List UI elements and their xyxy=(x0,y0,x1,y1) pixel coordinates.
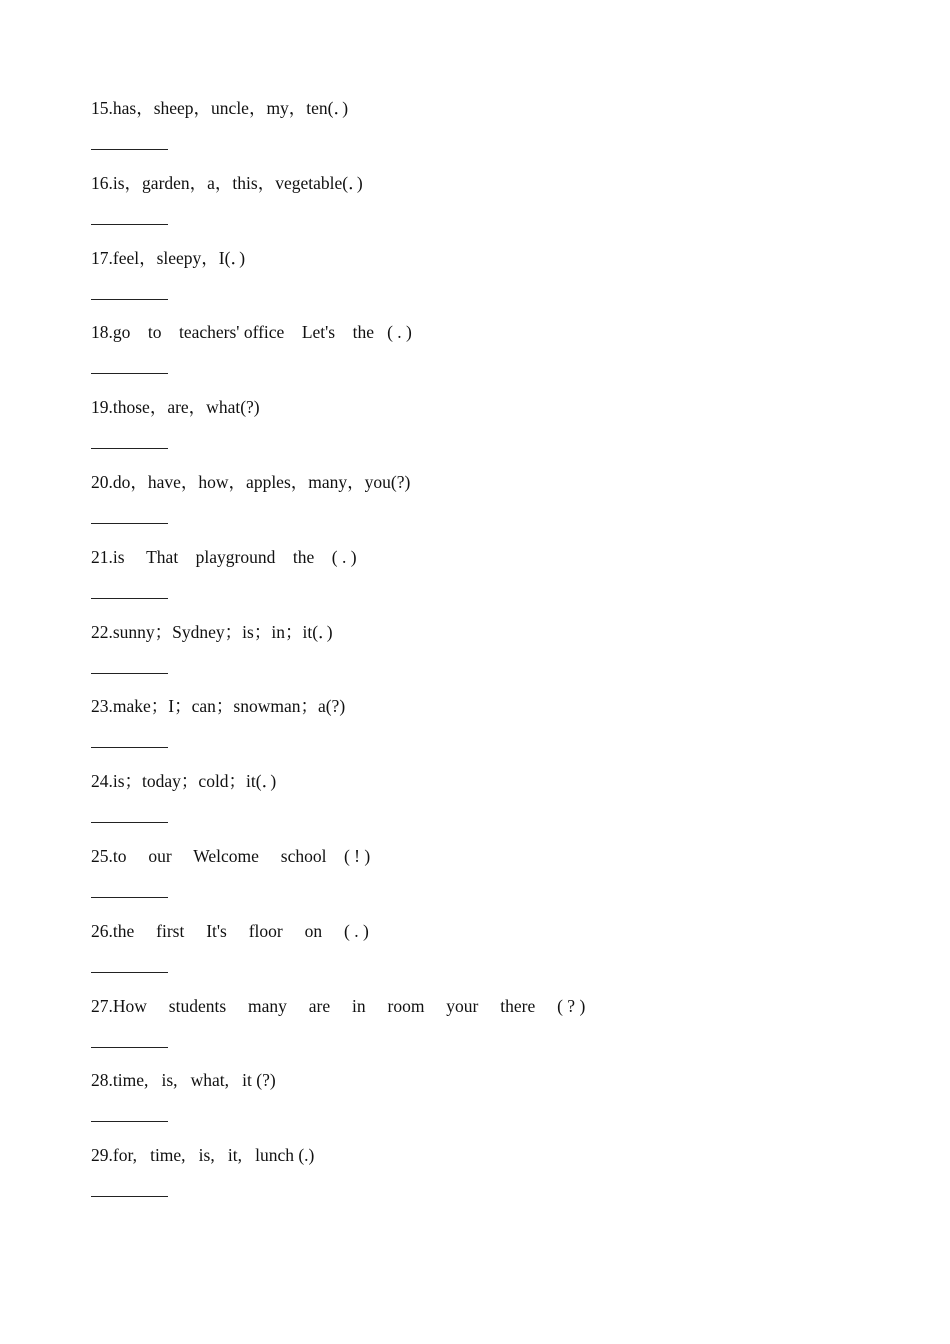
question-item xyxy=(91,769,871,844)
question-text: 17.feel，sleepy，I(．) xyxy=(91,247,246,268)
question-text: 19.those，are，what(?) xyxy=(91,397,260,418)
question-item xyxy=(91,246,871,321)
question-text: 28.time, is, what, it (?) xyxy=(91,1070,276,1091)
question-item xyxy=(91,320,871,395)
answer-blank-line[interactable] xyxy=(91,1196,168,1197)
question-text: 21.is That playground the ( . ) xyxy=(91,546,357,567)
question-item xyxy=(91,1143,871,1218)
question-item xyxy=(91,545,871,620)
question-text: 23.make；I；can；snowman；a(?) xyxy=(91,696,346,717)
question-item xyxy=(91,96,871,171)
answer-blank-line[interactable] xyxy=(91,747,168,748)
question-text: 20.do，have，how，apples，many，you(?) xyxy=(91,471,411,492)
question-text: 15.has，sheep，uncle，my，ten(．) xyxy=(91,98,349,118)
question-text: 16.is，garden，a，this，vegetable(．) xyxy=(91,172,363,193)
question-item xyxy=(91,994,871,1069)
question-item xyxy=(91,395,871,470)
answer-blank-line[interactable] xyxy=(91,598,168,599)
question-text: 24.is；today；cold；it(．) xyxy=(91,771,277,792)
answer-blank-line[interactable] xyxy=(91,149,168,150)
question-item xyxy=(91,470,871,545)
answer-blank-line[interactable] xyxy=(91,972,168,973)
answer-blank-line[interactable] xyxy=(91,299,168,300)
question-text: 18.go to teachers' office Let's the ( . ) xyxy=(91,322,412,343)
question-item xyxy=(91,844,871,919)
question-text: 26.the first It's floor on ( . ) xyxy=(91,920,369,941)
question-text: 22.sunny；Sydney；is；in；it(．) xyxy=(91,621,333,642)
answer-blank-line[interactable] xyxy=(91,822,168,823)
answer-blank-line[interactable] xyxy=(91,1121,168,1122)
question-text: 29.for, time, is, it, lunch (.) xyxy=(91,1145,315,1166)
question-text: 27.How students many are in room your there ( ? ) xyxy=(91,995,586,1016)
answer-blank-line[interactable] xyxy=(91,897,168,898)
question-item xyxy=(91,171,871,246)
question-text: 25.to our Welcome school ( ! ) xyxy=(91,845,371,866)
answer-blank-line[interactable] xyxy=(91,1047,168,1048)
answer-blank-line[interactable] xyxy=(91,448,168,449)
answer-blank-line[interactable] xyxy=(91,373,168,374)
question-item xyxy=(91,694,871,769)
question-item xyxy=(91,620,871,695)
question-item xyxy=(91,1068,871,1143)
question-list xyxy=(91,96,871,1218)
answer-blank-line[interactable] xyxy=(91,673,168,674)
answer-blank-line[interactable] xyxy=(91,224,168,225)
answer-blank-line[interactable] xyxy=(91,523,168,524)
question-item xyxy=(91,919,871,994)
